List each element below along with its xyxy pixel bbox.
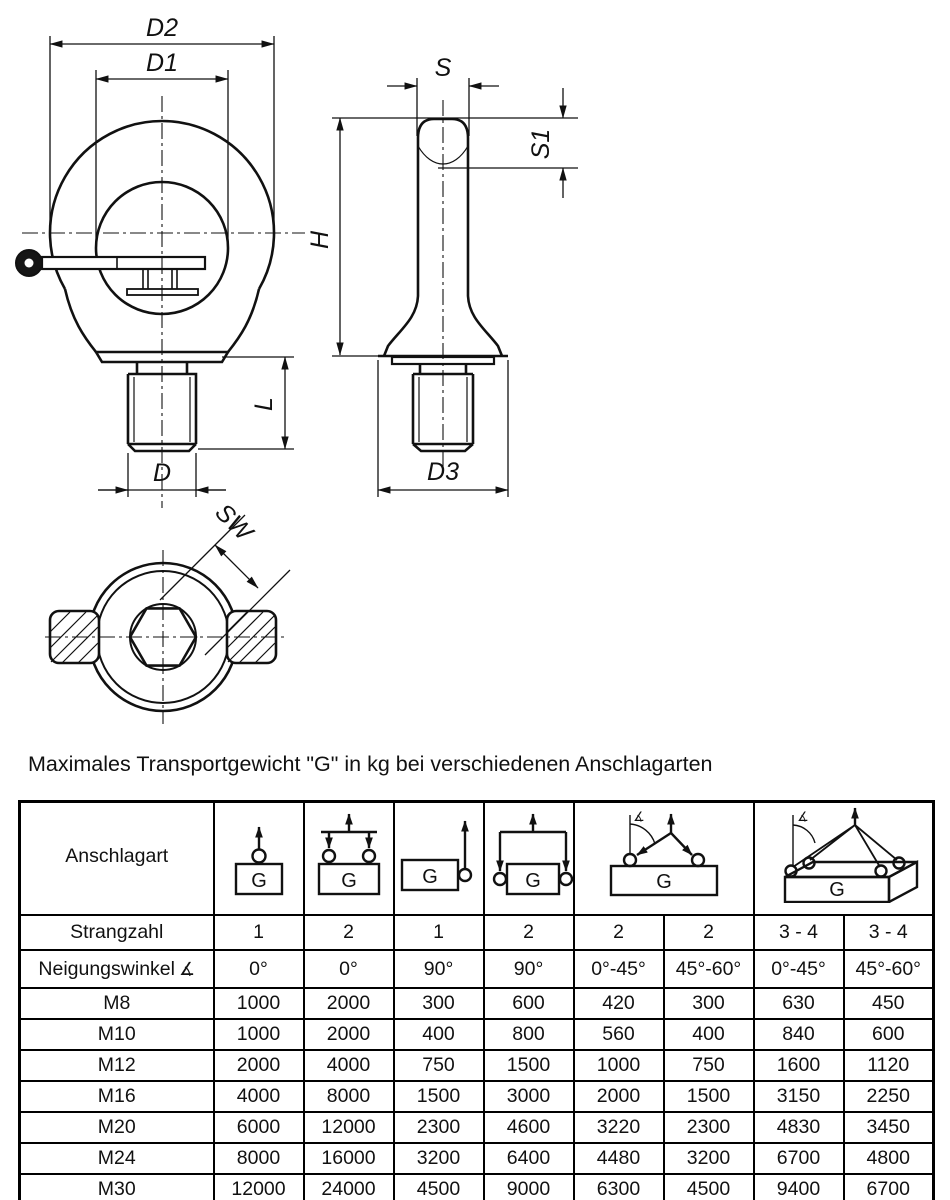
load-value-cell: 9000 [484,1174,574,1200]
thread-size-label: M12 [20,1050,214,1081]
dimension-h [332,118,380,356]
thread-size-label: M16 [20,1081,214,1112]
pictogram-sling-vertical-2-strand-spreader [304,802,394,916]
clamp-detail [143,269,177,289]
load-value-cell: 4480 [574,1143,664,1174]
neigungswinkel-value: 0°-45° [754,950,844,988]
load-value-cell: 4500 [664,1174,754,1200]
load-value-cell: 400 [664,1019,754,1050]
load-value-cell: 9400 [754,1174,844,1200]
load-value-cell: 2000 [574,1081,664,1112]
load-value-cell: 1000 [574,1050,664,1081]
neigungswinkel-value: 45°-60° [844,950,934,988]
load-value-cell: 600 [844,1019,934,1050]
lifting-ring-icon [624,854,636,866]
load-table [18,800,935,1200]
load-value-cell: 840 [754,1019,844,1050]
load-value-cell: 4600 [484,1112,574,1143]
angle-symbol-icon: ∡ [633,810,645,825]
g-label: G [828,879,845,901]
load-value-cell: 450 [844,988,934,1019]
table-title: Maximales Transportgewicht "G" in kg bei verschiedenen Anschlagarten [28,752,713,776]
dimension-label-l: L [250,397,278,411]
table-row-m8 [20,988,934,1019]
load-value-cell: 8000 [214,1143,304,1174]
load-value-cell: 1600 [754,1050,844,1081]
pictogram-sling-angled-3-4-strand-box [754,802,934,916]
load-value-cell: 2250 [844,1081,934,1112]
lifting-ring-icon [459,869,471,881]
front-view [16,36,305,508]
load-value-cell: 6000 [214,1112,304,1143]
anschlagart-row [20,802,934,916]
neigungswinkel-value: 90° [484,950,574,988]
lifting-ring-icon [363,850,375,862]
load-value-cell: 630 [754,988,844,1019]
thread-size-label: M20 [20,1112,214,1143]
lifting-ring-icon [560,873,572,885]
load-value-cell: 4000 [304,1050,394,1081]
table-row-m12 [20,1050,934,1081]
lifting-ring-icon [692,854,704,866]
load-value-cell: 600 [484,988,574,1019]
strangzahl-value: 1 [214,915,304,950]
lifting-ring-icon [323,850,335,862]
load-value-cell: 6700 [754,1143,844,1174]
table-row-m30 [20,1174,934,1200]
load-value-cell: 2000 [304,988,394,1019]
load-value-cell: 4830 [754,1112,844,1143]
anschlagart-label: Anschlagart [20,802,214,916]
load-value-cell: 2000 [214,1050,304,1081]
strangzahl-value: 1 [394,915,484,950]
dimension-label-d: D [152,459,172,487]
dimension-label-d1: D1 [146,49,178,77]
shoulder-left [65,289,96,352]
lifting-ring-icon [252,850,265,863]
load-value-cell: 3220 [574,1112,664,1143]
angle-symbol-icon: ∡ [178,958,196,980]
table-row-m16 [20,1081,934,1112]
load-value-cell: 2300 [394,1112,484,1143]
pictogram-sling-vertical-1-strand [214,802,304,916]
g-label: G [340,870,357,892]
lifting-ring-icon [494,873,506,885]
load-value-cell: 3200 [394,1143,484,1174]
load-value-cell: 300 [394,988,484,1019]
load-value-cell: 24000 [304,1174,394,1200]
pictogram-sling-angled-2-strand [574,802,754,916]
g-label: G [524,870,541,892]
neigungswinkel-value: 45°-60° [664,950,754,988]
thread-size-label: M10 [20,1019,214,1050]
load-value-cell: 12000 [304,1112,394,1143]
thread-size-label: M24 [20,1143,214,1174]
load-value-cell: 12000 [214,1174,304,1200]
strangzahl-value: 2 [304,915,394,950]
table-row-m24 [20,1143,934,1174]
bottom-view [45,515,290,724]
pictogram-sling-side-90deg-2-strand-spreader [484,802,574,916]
dimension-label-h: H [306,230,334,250]
dimension-label-d2: D2 [146,14,178,42]
load-value-cell: 1500 [484,1050,574,1081]
dimension-label-s: S [434,54,452,82]
load-value-cell: 1000 [214,1019,304,1050]
load-value-cell: 16000 [304,1143,394,1174]
load-value-cell: 1500 [664,1081,754,1112]
load-value-cell: 750 [664,1050,754,1081]
strangzahl-value: 2 [574,915,664,950]
neigungswinkel-value: 0° [214,950,304,988]
strangzahl-row [20,915,934,950]
dimension-l [198,357,294,449]
shoulder-right [228,289,259,352]
strangzahl-value: 2 [664,915,754,950]
load-value-cell: 6300 [574,1174,664,1200]
g-label: G [421,866,438,888]
load-value-cell: 400 [394,1019,484,1050]
load-value-cell: 1120 [844,1050,934,1081]
dimension-label-s1: S1 [527,128,555,160]
strangzahl-label: Strangzahl [20,915,214,950]
table-row-m20 [20,1112,934,1143]
load-value-cell: 3200 [664,1143,754,1174]
neigungswinkel-value: 0° [304,950,394,988]
load-value-cell: 420 [574,988,664,1019]
load-value-cell: 6400 [484,1143,574,1174]
bell-left [384,296,418,356]
neigungswinkel-label: Neigungswinkel ∡ [20,950,214,988]
load-value-cell: 1000 [214,988,304,1019]
load-value-cell: 1500 [394,1081,484,1112]
load-value-cell: 3150 [754,1081,844,1112]
load-value-cell: 2000 [304,1019,394,1050]
table-row-m10 [20,1019,934,1050]
load-value-cell: 560 [574,1019,664,1050]
load-value-cell: 800 [484,1019,574,1050]
tommy-bar [42,257,205,269]
bell-right [468,296,502,356]
load-value-cell: 300 [664,988,754,1019]
load-value-cell: 2300 [664,1112,754,1143]
load-value-cell: 3450 [844,1112,934,1143]
load-value-cell: 8000 [304,1081,394,1112]
g-label: G [656,871,672,893]
load-value-cell: 6700 [844,1174,934,1200]
dimension-label-d3: D3 [427,458,459,486]
angle-symbol-icon: ∡ [796,810,809,825]
load-value-cell: 4000 [214,1081,304,1112]
strangzahl-value: 3 - 4 [844,915,934,950]
thread-size-label: M30 [20,1174,214,1200]
neigungswinkel-value: 0°-45° [574,950,664,988]
load-value-cell: 4500 [394,1174,484,1200]
lifting-ring-icon [875,866,886,877]
shank-thread [128,374,196,451]
load-value-cell: 4800 [844,1143,934,1174]
pictogram-sling-side-90deg-1-strand [394,802,484,916]
g-label: G [250,870,267,892]
neigungswinkel-row [20,950,934,988]
neigungswinkel-value: 90° [394,950,484,988]
strangzahl-value: 3 - 4 [754,915,844,950]
load-value-cell: 750 [394,1050,484,1081]
dimension-label-sw: SW [209,498,258,547]
thread-size-label: M8 [20,988,214,1019]
strangzahl-value: 2 [484,915,574,950]
load-value-cell: 3000 [484,1081,574,1112]
